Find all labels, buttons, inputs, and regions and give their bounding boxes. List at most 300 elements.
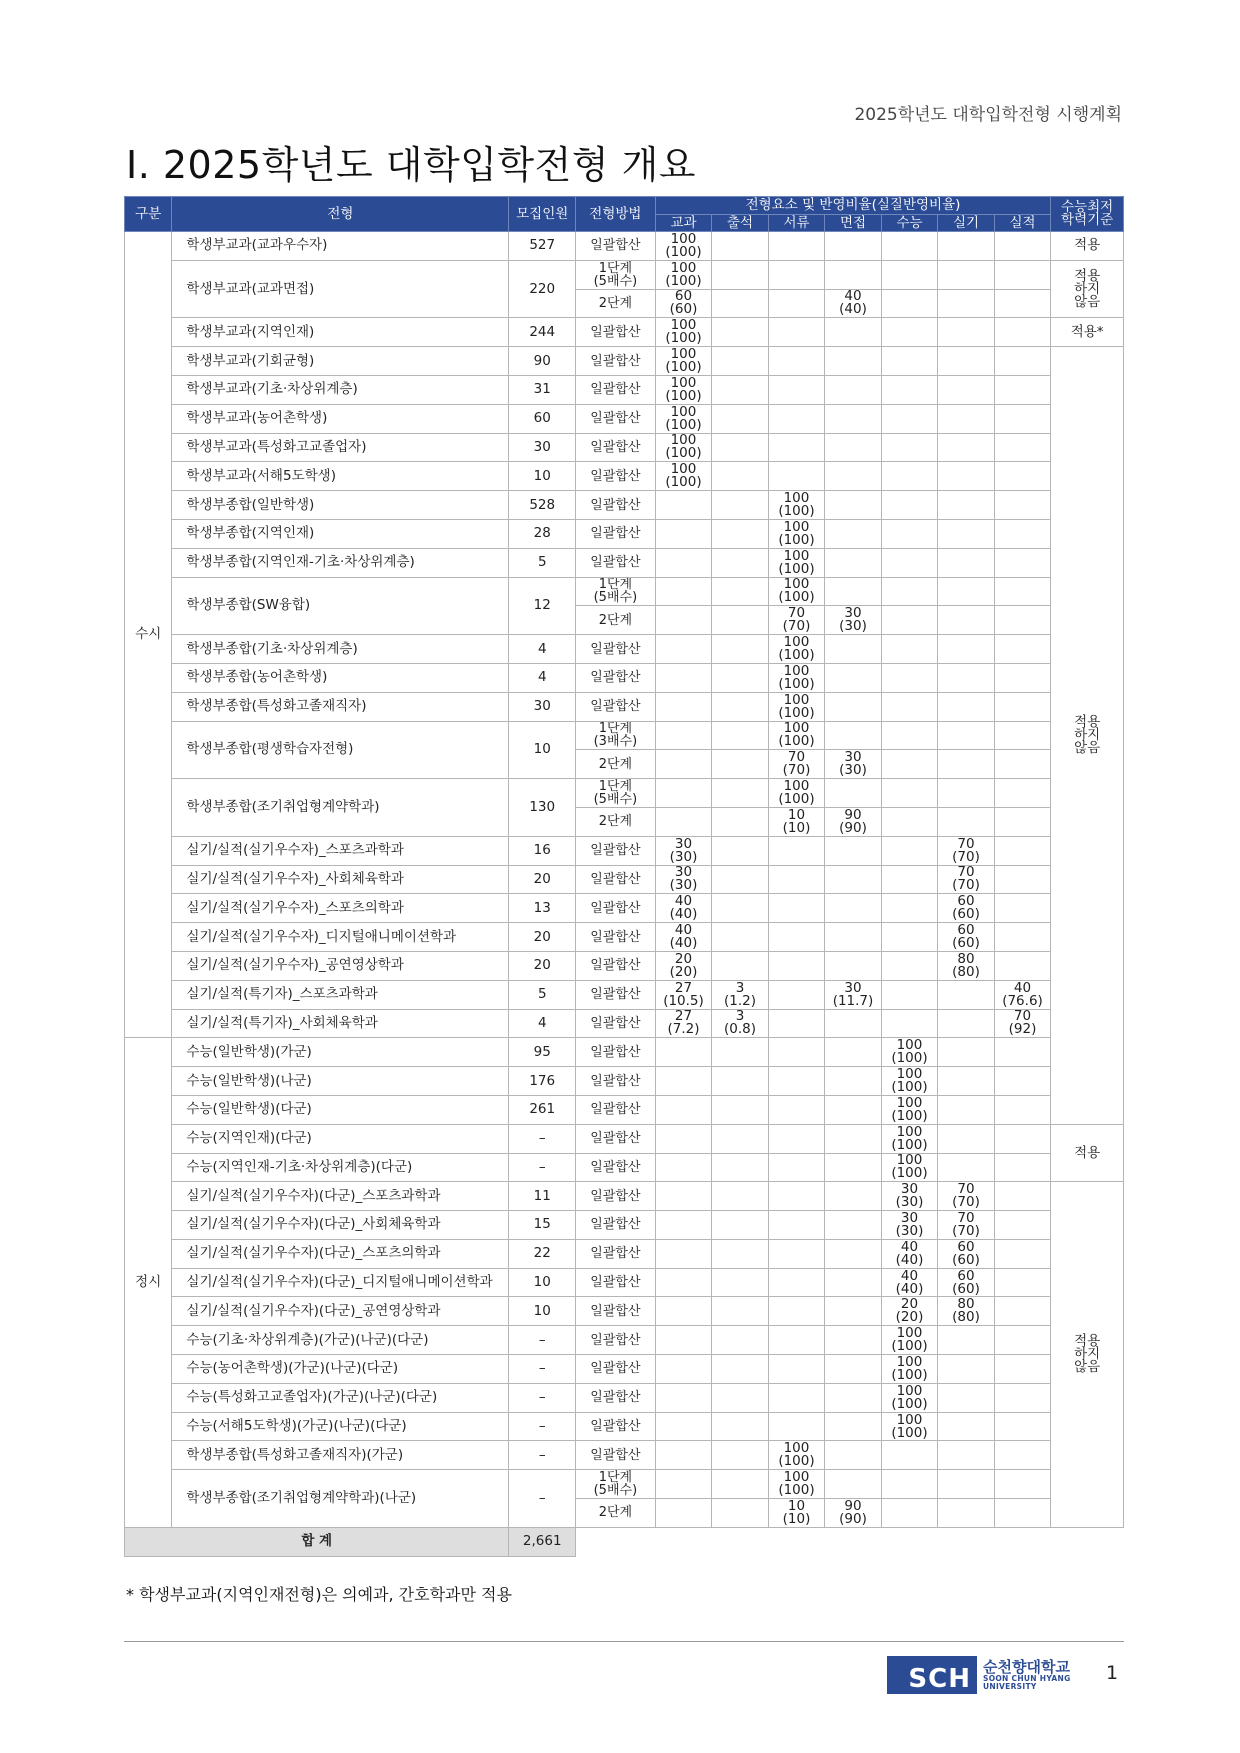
selection-method: 1단계 (5배수) bbox=[576, 260, 656, 289]
admission-type-name: 수능(일반학생)(나군) bbox=[172, 1067, 509, 1096]
ratio-seoryu: 100 (100) bbox=[768, 663, 825, 692]
ratio-kyogwa: 27 (10.5) bbox=[655, 980, 712, 1009]
recruit-count: 28 bbox=[509, 519, 576, 548]
ratio-chulseok bbox=[712, 606, 769, 635]
ratio-seoryu bbox=[768, 1412, 825, 1441]
recruit-count: 13 bbox=[509, 894, 576, 923]
recruit-count: 10 bbox=[509, 1268, 576, 1297]
ratio-kyogwa bbox=[655, 1383, 712, 1412]
ratio-suneung: 100 (100) bbox=[881, 1355, 938, 1384]
selection-method: 일괄합산 bbox=[576, 1067, 656, 1096]
admission-type-name: 학생부종합(특성화고졸재직자) bbox=[172, 692, 509, 721]
table-row bbox=[125, 1297, 1124, 1326]
admission-type-name: 학생부교과(교과면접) bbox=[172, 260, 509, 318]
selection-method: 2단계 bbox=[576, 1499, 656, 1528]
ratio-chulseok bbox=[712, 1412, 769, 1441]
selection-method: 일괄합산 bbox=[576, 375, 656, 404]
ratio-myeonjeop: 30 (30) bbox=[825, 750, 882, 779]
ratio-myeonjeop bbox=[825, 1038, 882, 1067]
ratio-suneung bbox=[881, 663, 938, 692]
ratio-myeonjeop: 30 (30) bbox=[825, 606, 882, 635]
admission-type-name: 학생부종합(평생학습자전형) bbox=[172, 721, 509, 779]
ratio-silgi bbox=[938, 1009, 995, 1038]
selection-method: 일괄합산 bbox=[576, 1211, 656, 1240]
ratio-siljeok bbox=[994, 1095, 1051, 1124]
suneung-minimum: 적용 bbox=[1051, 232, 1124, 261]
ratio-silgi bbox=[938, 1470, 995, 1499]
ratio-seoryu bbox=[768, 1211, 825, 1240]
table-row bbox=[125, 894, 1124, 923]
table-row bbox=[125, 1239, 1124, 1268]
ratio-seoryu: 100 (100) bbox=[768, 692, 825, 721]
ratio-silgi bbox=[938, 404, 995, 433]
ratio-siljeok bbox=[994, 1038, 1051, 1067]
ratio-chulseok bbox=[712, 721, 769, 750]
ratio-seoryu bbox=[768, 865, 825, 894]
admission-type-name: 실기/실적(특기자)_스포츠과학과 bbox=[172, 980, 509, 1009]
ratio-silgi bbox=[938, 663, 995, 692]
table-row bbox=[125, 779, 1124, 808]
ratio-chulseok: 3 (1.2) bbox=[712, 980, 769, 1009]
ratio-seoryu bbox=[768, 260, 825, 289]
ratio-silgi: 70 (70) bbox=[938, 1211, 995, 1240]
ratio-chulseok bbox=[712, 462, 769, 491]
ratio-chulseok bbox=[712, 865, 769, 894]
ratio-kyogwa: 40 (40) bbox=[655, 923, 712, 952]
ratio-siljeok bbox=[994, 1124, 1051, 1153]
recruit-count: 20 bbox=[509, 951, 576, 980]
ratio-siljeok bbox=[994, 462, 1051, 491]
document-header: 2025학년도 대학입학전형 시행계획 bbox=[854, 105, 1122, 125]
ratio-chulseok bbox=[712, 1268, 769, 1297]
ratio-chulseok bbox=[712, 260, 769, 289]
ratio-siljeok bbox=[994, 807, 1051, 836]
ratio-siljeok bbox=[994, 894, 1051, 923]
header-elements-group: 전형요소 및 반영비율(실질반영비율) bbox=[655, 197, 1051, 215]
ratio-suneung bbox=[881, 347, 938, 376]
ratio-suneung: 20 (20) bbox=[881, 1297, 938, 1326]
selection-method: 1단계 (5배수) bbox=[576, 1470, 656, 1499]
header-jeonhyeong: 전형 bbox=[172, 197, 509, 232]
ratio-chulseok bbox=[712, 779, 769, 808]
ratio-myeonjeop bbox=[825, 894, 882, 923]
selection-method: 일괄합산 bbox=[576, 519, 656, 548]
ratio-myeonjeop bbox=[825, 663, 882, 692]
recruit-count: 30 bbox=[509, 433, 576, 462]
ratio-siljeok bbox=[994, 1239, 1051, 1268]
selection-method: 일괄합산 bbox=[576, 663, 656, 692]
ratio-kyogwa: 30 (30) bbox=[655, 865, 712, 894]
ratio-myeonjeop bbox=[825, 1211, 882, 1240]
ratio-siljeok bbox=[994, 865, 1051, 894]
ratio-silgi bbox=[938, 347, 995, 376]
ratio-seoryu bbox=[768, 318, 825, 347]
ratio-silgi: 60 (60) bbox=[938, 1239, 995, 1268]
selection-method: 일괄합산 bbox=[576, 1038, 656, 1067]
ratio-seoryu bbox=[768, 1297, 825, 1326]
ratio-chulseok bbox=[712, 491, 769, 520]
table-row bbox=[125, 1470, 1124, 1499]
ratio-chulseok bbox=[712, 404, 769, 433]
ratio-kyogwa bbox=[655, 1297, 712, 1326]
selection-method: 일괄합산 bbox=[576, 1124, 656, 1153]
ratio-kyogwa: 100 (100) bbox=[655, 318, 712, 347]
ratio-seoryu bbox=[768, 289, 825, 318]
ratio-seoryu bbox=[768, 1067, 825, 1096]
ratio-myeonjeop bbox=[825, 1412, 882, 1441]
selection-method: 일괄합산 bbox=[576, 491, 656, 520]
selection-method: 일괄합산 bbox=[576, 1095, 656, 1124]
ratio-siljeok bbox=[994, 491, 1051, 520]
selection-method: 일괄합산 bbox=[576, 1297, 656, 1326]
ratio-siljeok bbox=[994, 1297, 1051, 1326]
recruit-count: 5 bbox=[509, 548, 576, 577]
suneung-minimum: 적용 하지 않음 bbox=[1051, 1182, 1124, 1528]
ratio-seoryu: 10 (10) bbox=[768, 807, 825, 836]
ratio-kyogwa: 27 (7.2) bbox=[655, 1009, 712, 1038]
ratio-seoryu: 70 (70) bbox=[768, 606, 825, 635]
recruit-count: – bbox=[509, 1470, 576, 1528]
ratio-myeonjeop bbox=[825, 318, 882, 347]
recruit-count: 244 bbox=[509, 318, 576, 347]
ratio-suneung: 100 (100) bbox=[881, 1383, 938, 1412]
table-row bbox=[125, 663, 1124, 692]
recruit-count: 527 bbox=[509, 232, 576, 261]
ratio-kyogwa bbox=[655, 1095, 712, 1124]
ratio-siljeok bbox=[994, 577, 1051, 606]
table-row bbox=[125, 318, 1124, 347]
recruit-count: 10 bbox=[509, 721, 576, 779]
ratio-myeonjeop bbox=[825, 404, 882, 433]
recruit-count: 4 bbox=[509, 1009, 576, 1038]
selection-method: 일괄합산 bbox=[576, 1009, 656, 1038]
group-jeongsi: 정시 bbox=[125, 1038, 172, 1528]
ratio-suneung: 100 (100) bbox=[881, 1326, 938, 1355]
ratio-seoryu bbox=[768, 1239, 825, 1268]
ratio-myeonjeop bbox=[825, 721, 882, 750]
recruit-count: – bbox=[509, 1124, 576, 1153]
total-row bbox=[125, 1527, 1124, 1556]
ratio-siljeok bbox=[994, 433, 1051, 462]
ratio-suneung bbox=[881, 433, 938, 462]
logo-mark: SCH bbox=[887, 1656, 977, 1694]
ratio-kyogwa: 100 (100) bbox=[655, 404, 712, 433]
selection-method: 일괄합산 bbox=[576, 692, 656, 721]
table-row bbox=[125, 1182, 1124, 1211]
recruit-count: 11 bbox=[509, 1182, 576, 1211]
ratio-seoryu bbox=[768, 1268, 825, 1297]
ratio-seoryu bbox=[768, 462, 825, 491]
ratio-suneung bbox=[881, 1009, 938, 1038]
admission-type-name: 실기/실적(실기우수자)_스포츠의학과 bbox=[172, 894, 509, 923]
recruit-count: 5 bbox=[509, 980, 576, 1009]
ratio-chulseok bbox=[712, 347, 769, 376]
table-row bbox=[125, 347, 1124, 376]
ratio-kyogwa bbox=[655, 1412, 712, 1441]
admission-type-name: 실기/실적(실기우수자)(다군)_공연영상학과 bbox=[172, 1297, 509, 1326]
ratio-chulseok bbox=[712, 1355, 769, 1384]
logo-text bbox=[983, 1656, 1071, 1694]
ratio-seoryu: 100 (100) bbox=[768, 577, 825, 606]
admission-type-name: 학생부교과(특성화고교졸업자) bbox=[172, 433, 509, 462]
table-row bbox=[125, 260, 1124, 289]
ratio-kyogwa: 40 (40) bbox=[655, 894, 712, 923]
selection-method: 일괄합산 bbox=[576, 923, 656, 952]
table-row bbox=[125, 1095, 1124, 1124]
ratio-chulseok bbox=[712, 923, 769, 952]
ratio-silgi bbox=[938, 289, 995, 318]
ratio-kyogwa bbox=[655, 606, 712, 635]
selection-method: 일괄합산 bbox=[576, 894, 656, 923]
ratio-siljeok bbox=[994, 1211, 1051, 1240]
ratio-siljeok bbox=[994, 318, 1051, 347]
ratio-silgi: 60 (60) bbox=[938, 1268, 995, 1297]
table-row bbox=[125, 491, 1124, 520]
total-value: 2,661 bbox=[509, 1527, 576, 1556]
ratio-myeonjeop bbox=[825, 779, 882, 808]
ratio-kyogwa bbox=[655, 1326, 712, 1355]
ratio-siljeok bbox=[994, 606, 1051, 635]
ratio-siljeok bbox=[994, 1182, 1051, 1211]
selection-method: 일괄합산 bbox=[576, 347, 656, 376]
selection-method: 일괄합산 bbox=[576, 1268, 656, 1297]
ratio-kyogwa bbox=[655, 1182, 712, 1211]
ratio-suneung bbox=[881, 1499, 938, 1528]
ratio-siljeok bbox=[994, 404, 1051, 433]
ratio-chulseok bbox=[712, 232, 769, 261]
ratio-suneung: 100 (100) bbox=[881, 1095, 938, 1124]
ratio-silgi bbox=[938, 491, 995, 520]
selection-method: 일괄합산 bbox=[576, 1153, 656, 1182]
ratio-chulseok bbox=[712, 1297, 769, 1326]
logo-english-name bbox=[983, 1675, 1071, 1691]
ratio-seoryu bbox=[768, 375, 825, 404]
ratio-suneung bbox=[881, 980, 938, 1009]
recruit-count: 10 bbox=[509, 462, 576, 491]
ratio-seoryu bbox=[768, 1095, 825, 1124]
table-row bbox=[125, 980, 1124, 1009]
admission-type-name: 수능(서해5도학생)(가군)(나군)(다군) bbox=[172, 1412, 509, 1441]
admission-type-name: 학생부종합(특성화고졸재직자)(가군) bbox=[172, 1441, 509, 1470]
ratio-silgi: 70 (70) bbox=[938, 1182, 995, 1211]
table-row bbox=[125, 1211, 1124, 1240]
recruit-count: – bbox=[509, 1355, 576, 1384]
table-row bbox=[125, 404, 1124, 433]
footnote: * 학생부교과(지역인재전형)은 의예과, 간호학과만 적용 bbox=[126, 1585, 512, 1604]
ratio-chulseok bbox=[712, 635, 769, 664]
ratio-kyogwa bbox=[655, 721, 712, 750]
admission-type-name: 실기/실적(실기우수자)_디지털애니메이션학과 bbox=[172, 923, 509, 952]
admission-overview-table bbox=[124, 196, 1124, 1557]
selection-method: 일괄합산 bbox=[576, 635, 656, 664]
ratio-kyogwa bbox=[655, 577, 712, 606]
ratio-chulseok bbox=[712, 1441, 769, 1470]
recruit-count: 4 bbox=[509, 663, 576, 692]
ratio-seoryu bbox=[768, 1038, 825, 1067]
ratio-silgi bbox=[938, 260, 995, 289]
table-row bbox=[125, 635, 1124, 664]
ratio-silgi: 60 (60) bbox=[938, 923, 995, 952]
ratio-suneung bbox=[881, 721, 938, 750]
ratio-suneung: 30 (30) bbox=[881, 1182, 938, 1211]
table-row bbox=[125, 1153, 1124, 1182]
admission-type-name: 실기/실적(실기우수자)_공연영상학과 bbox=[172, 951, 509, 980]
selection-method: 2단계 bbox=[576, 606, 656, 635]
selection-method: 일괄합산 bbox=[576, 232, 656, 261]
header-siljeok: 실적 bbox=[994, 215, 1051, 232]
ratio-myeonjeop bbox=[825, 1095, 882, 1124]
admission-type-name: 실기/실적(실기우수자)(다군)_스포츠과학과 bbox=[172, 1182, 509, 1211]
ratio-silgi bbox=[938, 1153, 995, 1182]
ratio-suneung bbox=[881, 894, 938, 923]
ratio-suneung bbox=[881, 865, 938, 894]
ratio-myeonjeop bbox=[825, 433, 882, 462]
admission-type-name: 학생부교과(농어촌학생) bbox=[172, 404, 509, 433]
recruit-count: 220 bbox=[509, 260, 576, 318]
ratio-myeonjeop: 40 (40) bbox=[825, 289, 882, 318]
ratio-myeonjeop bbox=[825, 232, 882, 261]
recruit-count: – bbox=[509, 1412, 576, 1441]
ratio-siljeok bbox=[994, 1470, 1051, 1499]
recruit-count: 22 bbox=[509, 1239, 576, 1268]
ratio-chulseok bbox=[712, 663, 769, 692]
ratio-kyogwa bbox=[655, 1211, 712, 1240]
ratio-kyogwa: 60 (60) bbox=[655, 289, 712, 318]
ratio-chulseok bbox=[712, 750, 769, 779]
ratio-suneung bbox=[881, 375, 938, 404]
selection-method: 일괄합산 bbox=[576, 1239, 656, 1268]
ratio-siljeok bbox=[994, 1412, 1051, 1441]
ratio-seoryu: 100 (100) bbox=[768, 721, 825, 750]
selection-method: 1단계 (5배수) bbox=[576, 577, 656, 606]
ratio-siljeok bbox=[994, 663, 1051, 692]
ratio-suneung: 100 (100) bbox=[881, 1067, 938, 1096]
ratio-silgi bbox=[938, 980, 995, 1009]
recruit-count: 15 bbox=[509, 1211, 576, 1240]
ratio-myeonjeop bbox=[825, 836, 882, 865]
ratio-silgi: 80 (80) bbox=[938, 951, 995, 980]
selection-method: 일괄합산 bbox=[576, 1412, 656, 1441]
ratio-myeonjeop bbox=[825, 865, 882, 894]
table-row bbox=[125, 462, 1124, 491]
ratio-kyogwa: 30 (30) bbox=[655, 836, 712, 865]
ratio-myeonjeop bbox=[825, 1009, 882, 1038]
ratio-chulseok bbox=[712, 1182, 769, 1211]
ratio-chulseok bbox=[712, 433, 769, 462]
ratio-siljeok bbox=[994, 779, 1051, 808]
ratio-myeonjeop bbox=[825, 375, 882, 404]
admission-type-name: 학생부교과(기회균형) bbox=[172, 347, 509, 376]
ratio-chulseok bbox=[712, 577, 769, 606]
ratio-seoryu: 100 (100) bbox=[768, 548, 825, 577]
selection-method: 일괄합산 bbox=[576, 548, 656, 577]
ratio-kyogwa: 100 (100) bbox=[655, 347, 712, 376]
ratio-chulseok bbox=[712, 692, 769, 721]
ratio-silgi bbox=[938, 548, 995, 577]
ratio-myeonjeop bbox=[825, 1297, 882, 1326]
ratio-seoryu bbox=[768, 980, 825, 1009]
header-silgi: 실기 bbox=[938, 215, 995, 232]
ratio-myeonjeop bbox=[825, 1383, 882, 1412]
ratio-siljeok bbox=[994, 375, 1051, 404]
recruit-count: 16 bbox=[509, 836, 576, 865]
selection-method: 일괄합산 bbox=[576, 1441, 656, 1470]
admission-type-name: 학생부종합(조기취업형계약학과) bbox=[172, 779, 509, 837]
ratio-seoryu: 100 (100) bbox=[768, 635, 825, 664]
logo-english-line-1: SOON CHUN HYANG bbox=[983, 1674, 1071, 1683]
ratio-suneung: 100 (100) bbox=[881, 1038, 938, 1067]
selection-method: 일괄합산 bbox=[576, 462, 656, 491]
ratio-suneung bbox=[881, 951, 938, 980]
ratio-siljeok bbox=[994, 260, 1051, 289]
ratio-siljeok bbox=[994, 692, 1051, 721]
ratio-silgi bbox=[938, 606, 995, 635]
header-gubun: 구분 bbox=[125, 197, 172, 232]
ratio-kyogwa bbox=[655, 1239, 712, 1268]
ratio-myeonjeop bbox=[825, 1326, 882, 1355]
suneung-minimum: 적용 하지 않음 bbox=[1051, 260, 1124, 318]
recruit-count: 4 bbox=[509, 635, 576, 664]
ratio-suneung: 100 (100) bbox=[881, 1412, 938, 1441]
ratio-seoryu bbox=[768, 1124, 825, 1153]
ratio-siljeok bbox=[994, 1153, 1051, 1182]
ratio-seoryu: 100 (100) bbox=[768, 1441, 825, 1470]
suneung-minimum: 적용 bbox=[1051, 1124, 1124, 1182]
ratio-myeonjeop bbox=[825, 548, 882, 577]
ratio-myeonjeop bbox=[825, 923, 882, 952]
ratio-siljeok bbox=[994, 721, 1051, 750]
header-myeonjeop: 면접 bbox=[825, 215, 882, 232]
ratio-seoryu: 100 (100) bbox=[768, 779, 825, 808]
ratio-seoryu bbox=[768, 894, 825, 923]
admission-type-name: 학생부종합(지역인재) bbox=[172, 519, 509, 548]
admission-type-name: 수능(일반학생)(다군) bbox=[172, 1095, 509, 1124]
ratio-myeonjeop bbox=[825, 1182, 882, 1211]
ratio-siljeok: 40 (76.6) bbox=[994, 980, 1051, 1009]
selection-method: 일괄합산 bbox=[576, 836, 656, 865]
ratio-kyogwa: 100 (100) bbox=[655, 232, 712, 261]
ratio-myeonjeop: 30 (11.7) bbox=[825, 980, 882, 1009]
table-row bbox=[125, 548, 1124, 577]
ratio-chulseok bbox=[712, 807, 769, 836]
ratio-suneung bbox=[881, 750, 938, 779]
ratio-myeonjeop bbox=[825, 577, 882, 606]
ratio-myeonjeop bbox=[825, 692, 882, 721]
ratio-suneung bbox=[881, 692, 938, 721]
ratio-kyogwa bbox=[655, 1268, 712, 1297]
table-row bbox=[125, 519, 1124, 548]
ratio-siljeok bbox=[994, 1268, 1051, 1297]
ratio-kyogwa bbox=[655, 491, 712, 520]
ratio-chulseok bbox=[712, 1153, 769, 1182]
ratio-suneung bbox=[881, 779, 938, 808]
recruit-count: 31 bbox=[509, 375, 576, 404]
ratio-chulseok bbox=[712, 836, 769, 865]
ratio-chulseok bbox=[712, 1470, 769, 1499]
ratio-silgi: 70 (70) bbox=[938, 836, 995, 865]
ratio-kyogwa bbox=[655, 779, 712, 808]
ratio-myeonjeop bbox=[825, 1153, 882, 1182]
ratio-kyogwa bbox=[655, 692, 712, 721]
ratio-suneung: 100 (100) bbox=[881, 1124, 938, 1153]
table-row bbox=[125, 923, 1124, 952]
ratio-myeonjeop bbox=[825, 635, 882, 664]
recruit-count: 20 bbox=[509, 865, 576, 894]
ratio-kyogwa: 100 (100) bbox=[655, 375, 712, 404]
ratio-kyogwa: 20 (20) bbox=[655, 951, 712, 980]
ratio-suneung bbox=[881, 1470, 938, 1499]
ratio-kyogwa bbox=[655, 1067, 712, 1096]
